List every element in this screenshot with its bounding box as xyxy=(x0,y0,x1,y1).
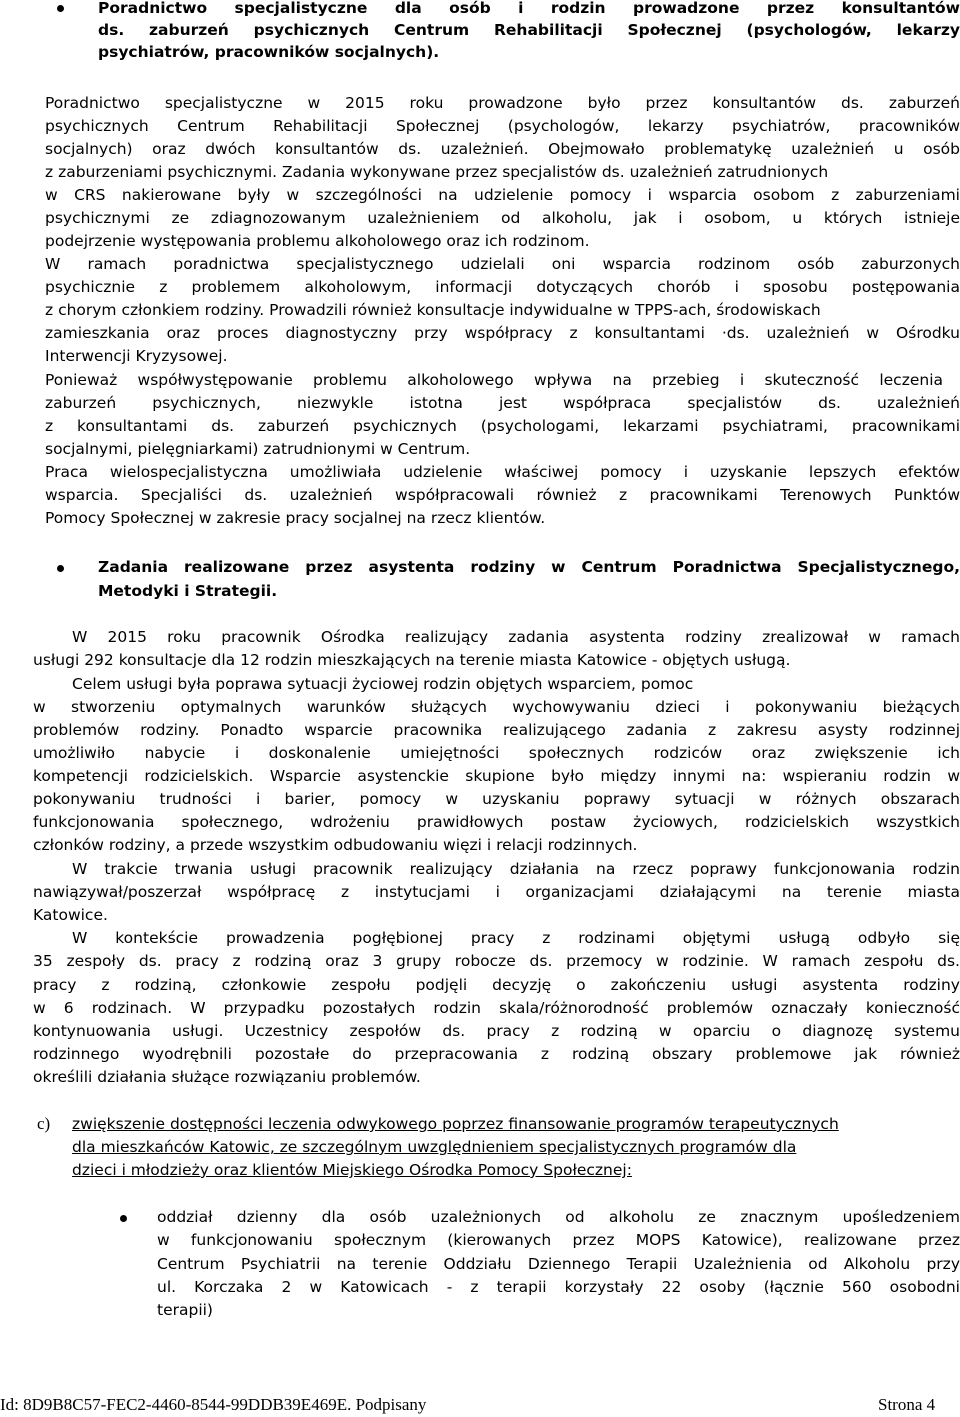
bullet-text-line: Metodyki i Strategii. xyxy=(98,582,278,600)
paragraph-line: członków rodziny, a przede wszystkim odbudowaniu więzi i relacji rodzinnych. xyxy=(33,836,638,854)
text-span: Poradnictwo specjalistyczne dla osób i rodzin prowadzone przez konsultantów xyxy=(98,0,960,17)
paragraph-line: zaburzeń psychicznych, niezwykle istotna jest współpraca specjalistów ds. uzależnień xyxy=(45,394,960,412)
paragraph-line: w CRS nakierowane były w szczególności na udzielenie pomocy i wsparcia osobom z zaburzeniami xyxy=(45,186,960,204)
bullet-icon xyxy=(120,1215,127,1222)
bullet-text-line: ds. zaburzeń psychicznych Centrum Rehabilitacji Społecznej (psychologów, lekarzy xyxy=(98,21,960,39)
paragraph-line: z konsultantami ds. zaburzeń psychicznych (psychologami, lekarzami psychiatrami, pracownikami xyxy=(45,417,960,435)
paragraph-line: pracy z rodziną, członkowie zespołu podjęli decyzję o zakończeniu usługi asystenta rodziny xyxy=(33,976,960,994)
paragraph-line: W kontekście prowadzenia pogłębionej pracy z rodzinami objętymi usługą odbyło się xyxy=(72,929,960,947)
paragraph-line: Poradnictwo specjalistyczne w 2015 roku prowadzone było przez konsultantów ds. zaburzeń xyxy=(45,94,960,112)
heading-line: zwiększenie dostępności leczenia odwykowego poprzez finansowanie programów terapeutycznych xyxy=(72,1115,839,1133)
paragraph-line: Praca wielospecjalistyczna umożliwiała udzielenie właściwej pomocy i uzyskanie lepszych efektów xyxy=(45,463,960,481)
paragraph-line: funkcjonowania społecznego, wdrożeniu prawidłowych postaw życiowych, rodzicielskich wszystkich xyxy=(33,813,960,831)
bullet-text-line: w funkcjonowaniu społecznym (kierowanych przez MOPS Katowice), realizowane przez xyxy=(157,1231,960,1249)
list-label: c) xyxy=(37,1114,51,1133)
paragraph-line: zamieszkania oraz proces diagnostyczny przy współpracy z konsultantami ·ds. uzależnień w Ośrodku xyxy=(45,324,960,342)
paragraph-line: socjalnych) oraz dwóch konsultantów ds. uzależnień. Obejmowało problematykę uzależnień u osób xyxy=(45,140,960,158)
paragraph-line: w stworzeniu optymalnych warunków służących wychowywaniu dzieci i pokonywaniu bieżących xyxy=(33,698,960,716)
paragraph-line: kompetencji rodzicielskich. Wsparcie asystenckie skupione było między innymi na: wspieraniu rodzin w xyxy=(33,767,960,785)
paragraph-line: 35 zespoły ds. pracy z rodziną oraz 3 grupy robocze ds. przemocy w rodzinie. W ramach zespołu ds. xyxy=(33,952,960,970)
paragraph-line: usługi 292 konsultacje dla 12 rodzin mieszkających na terenie miasta Katowice - objętych usługą. xyxy=(33,651,791,669)
bullet-text-line: Zadania realizowane przez asystenta rodziny w Centrum Poradnictwa Specjalistycznego, xyxy=(98,558,960,576)
bullet-text-line: ul. Korczaka 2 w Katowicach - z terapii korzystały 22 osoby (łącznie 560 osobodni xyxy=(157,1278,960,1296)
paragraph-line: kontynuowania usługi. Uczestnicy zespołów ds. pracy z rodziną w oparciu o diagnozę systemu xyxy=(33,1022,960,1040)
paragraph-line: określili działania służące rozwiązaniu problemów. xyxy=(33,1068,421,1086)
bullet-text-line: oddział dzienny dla osób uzależnionych od alkoholu ze znacznym upośledzeniem xyxy=(157,1208,960,1226)
paragraph-line: W ramach poradnictwa specjalistycznego udzielali oni wsparcia rodzinom osób zaburzonych xyxy=(45,255,960,273)
paragraph-line: W trakcie trwania usługi pracownik realizujący działania na rzecz poprawy funkcjonowania rodzin xyxy=(72,860,960,878)
footer-document-id: Id: 8D9B8C57-FEC2-4460-8544-99DDB39E469E. Podpisany xyxy=(0,1395,427,1414)
bullet-text-line: Centrum Psychiatrii na terenie Oddziału Dziennego Terapii Uzależnienia od Alkoholu przy xyxy=(157,1255,960,1273)
paragraph-line: Ponieważ współwystępowanie problemu alkoholowego wpływa na przebieg i skuteczność leczenia xyxy=(45,371,943,389)
paragraph-line: W 2015 roku pracownik Ośrodka realizujący zadania asystenta rodziny zrealizował w ramach xyxy=(72,628,960,646)
bullet-icon xyxy=(57,5,64,12)
paragraph-line: umożliwiło nabycie i doskonalenie umiejętności społecznych rodziców oraz zwiększenie ich xyxy=(33,744,960,762)
paragraph-line: rodzinnego wyodrębnili pozostałe do przepracowania z rodziną obszary problemowe jak również xyxy=(33,1045,960,1063)
bullet-text-line: terapii) xyxy=(157,1301,213,1319)
heading-line: dla mieszkańców Katowic, ze szczególnym uwzględnieniem specjalistycznych programów dla xyxy=(72,1138,797,1156)
paragraph-line: psychicznie z problemem alkoholowym, informacji dotyczących chorób i sposobu postępowania xyxy=(45,278,960,296)
paragraph-line: z zaburzeniami psychicznymi. Zadania wykonywane przez specjalistów ds. uzależnień zatrudnionych xyxy=(45,163,829,181)
heading-line: dzieci i młodzieży oraz klientów Miejskiego Ośrodka Pomocy Społecznej: xyxy=(72,1161,632,1179)
paragraph-line: w 6 rodzinach. W przypadku pozostałych rodzin skala/różnorodność problemów oznaczały konieczność xyxy=(33,999,960,1017)
paragraph-line: socjalnymi, pielęgniarkami) zatrudnionymi w Centrum. xyxy=(45,440,471,458)
paragraph-line: wsparcia. Specjaliści ds. uzależnień współpracowali również z pracownikami Terenowych Punktów xyxy=(45,486,960,504)
paragraph-line: problemów rodziny. Ponadto wsparcie pracownika realizującego zadania z zakresu asysty rodzinnej xyxy=(33,721,960,739)
footer-page-number: Strona 4 xyxy=(878,1395,936,1414)
paragraph-line: pokonywaniu trudności i barier, pomocy w uzyskaniu poprawy sytuacji w różnych obszarach xyxy=(33,790,960,808)
paragraph-line: psychicznych Centrum Rehabilitacji Społecznej (psychologów, lekarzy psychiatrów, pracowników xyxy=(45,117,960,135)
paragraph-line: psychicznymi ze zdiagnozowanym uzależnieniem od alkoholu, jak i osobom, u których istnieje xyxy=(45,209,960,227)
bullet-text-line: psychiatrów, pracowników socjalnych). xyxy=(98,43,440,61)
paragraph-line: podejrzenie występowania problemu alkoholowego oraz ich rodzinom. xyxy=(45,232,590,250)
paragraph-line: Interwencji Kryzysowej. xyxy=(45,347,228,365)
bullet-icon xyxy=(57,565,64,572)
paragraph-line: Katowice. xyxy=(33,906,108,924)
bullet-text-line xyxy=(98,0,960,19)
paragraph-line: nawiązywał/poszerzał współpracę z instytucjami i organizacjami działającymi na terenie miasta xyxy=(33,883,960,901)
paragraph-line: Celem usługi była poprawa sytuacji życiowej rodzin objętych wsparciem, pomoc xyxy=(72,675,694,693)
paragraph-line: Pomocy Społecznej w zakresie pracy socjalnej na rzecz klientów. xyxy=(45,509,546,527)
paragraph-line: z chorym członkiem rodziny. Prowadzili również konsultacje indywidualne w TPPS-ach, środowiskach xyxy=(45,301,821,319)
